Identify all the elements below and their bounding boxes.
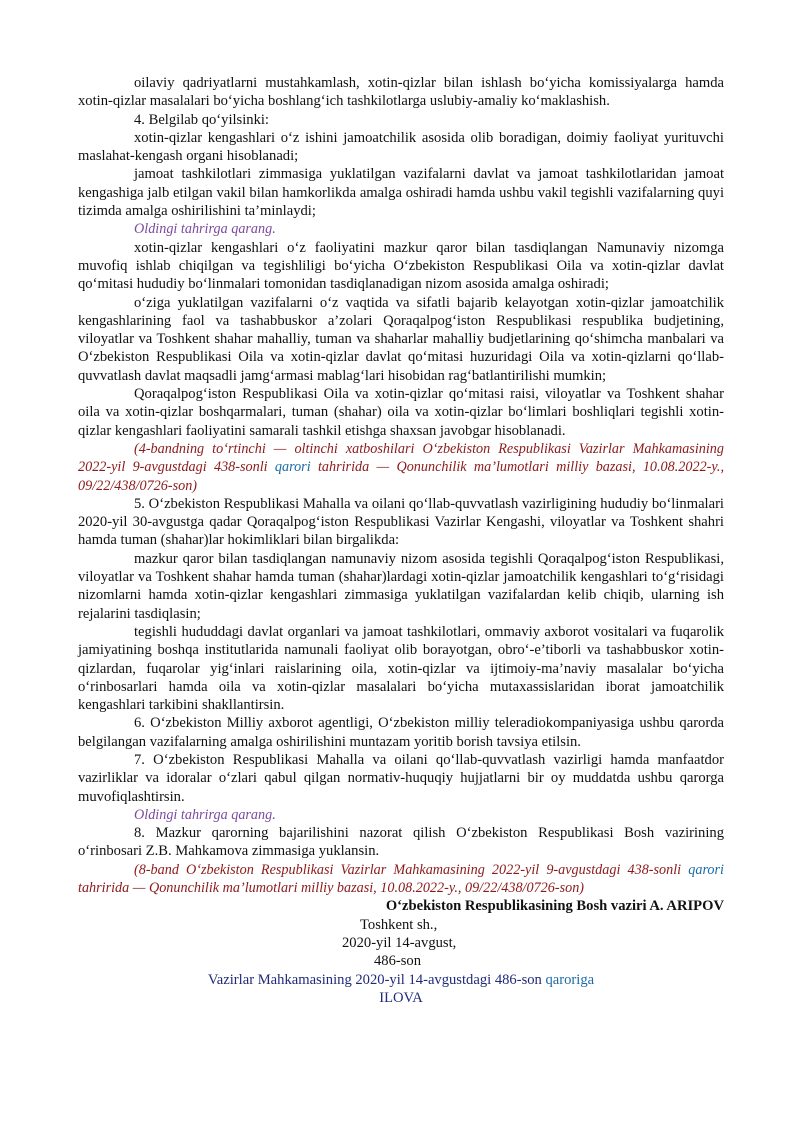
decree-link[interactable]: qarori — [688, 861, 724, 878]
previous-edition-reference — [78, 806, 724, 824]
section-heading-4: 4. Belgilab qo‘yilsinki: — [134, 111, 269, 128]
amendment-note — [78, 440, 724, 495]
amendment-note — [78, 861, 724, 898]
amendment-note-text: (4-bandning to‘rtinchi — oltinchi xatboshilari O‘zbekiston Respublikasi Vazirlar Mahkamasining 2022-yil 9-avgustdagi 438-sonli — [78, 440, 724, 476]
signature-line: O‘zbekiston Respublikasining Bosh vaziri A. ARIPOV — [385, 898, 724, 915]
amendment-note-text: tahririda — Qonunchilik ma’lumotlari milliy bazasi, 10.08.2022-y., 09/22/438/0726-son) — [78, 880, 585, 897]
paragraph: 5. O‘zbekiston Respublikasi Mahalla va oilani qo‘llab-quvvatlash vazirligining hududiy bo‘linmalari 2020-yil 30-avgustga qadar Qoraqalpog‘iston Respublikasi Vazirlar Kengashi, viloyatlar va Toshkent shahri hamda tuman (shahar)lar hokimliklari bilan birgalikda: — [78, 495, 724, 549]
paragraph: o‘ziga yuklatilgan vazifalarni o‘z vaqtida va sifatli bajarib kelayotgan xotin-qizlar jamoatchilik kengashlarining faol va tashabbuskor a’zolari Qoraqalpog‘iston Respublikasi respublika budjetining, viloyatlar va Toshkent shahar mahalliy, tuman va shaharlar mahalliy budjetlarining qo‘shimcha manbalari va O‘zbekiston Respublikasi Oila va xotin-qizlar davlat qo‘mitasi huzuridagi Oila va xotin-qizlarni qo‘llab-quvvatlash davlat maqsadli jamg‘armasi mablag‘lari hisobidan rag‘batlantirilishi mumkin; — [78, 294, 724, 384]
previous-edition-link[interactable]: Oldingi — [134, 221, 178, 238]
paragraph: xotin-qizlar kengashlari o‘z faoliyatini mazkur qaror bilan tasdiqlangan Namunaviy nizomga muvofiq ishlab chiqilgan va tegishliligi bo‘yicha O‘zbekiston Respublikasi Oila va xotin-qizlar davlat qo‘mitasi hududiy bo‘linmalari tomonidan tasdiqlanadigan nizom asosida amalga oshiradi; — [78, 239, 724, 293]
paragraph: mazkur qaror bilan tasdiqlangan namunaviy nizom asosida tegishli Qoraqalpog‘iston Respublikasi, viloyatlar va Toshkent shahar hamda tuman (shahar)lardagi xotin-qizlar jamoatchilik kengashlari to‘g‘risidagi nizomlarni hamda xotin-qizlar kengashlari zimmasiga yuklatilgan vazifalardan kelib chiqib, ularning ish rejalarini tasdiqlasin; — [78, 550, 724, 622]
paragraph: jamoat tashkilotlari zimmasiga yuklatilgan vazifalarni davlat va jamoat tashkilotlaridan jamoat kengashiga jalb etilgan vakil bilan hamkorlikda amalga oshiradi hamda ushbu vakil tegishli vazifalarning quyi tizimda amalga oshirilishini ta’minlaydi; — [78, 166, 724, 220]
paragraph: 6. O‘zbekiston Milliy axborot agentligi, O‘zbekiston milliy teleradiokompaniyasiga ushbu qarorda belgilangan vazifalarning amalga oshirilishini muntazam yoritib borish tavsiya etilsin. — [78, 715, 724, 750]
annex-label: ILOVA — [379, 989, 423, 1006]
paragraph: 7. O‘zbekiston Respublikasi Mahalla va oilani qo‘llab-quvvatlash vazirligi hamda manfaatdor vazirliklar va idoralar o‘zlari qabul qilgan normativ-huquqiy hujjatlarni bir oy muddatda ushbu qarorga muvofiqlashtirsin. — [78, 751, 724, 805]
signature-date: 2020-yil 14-avgust, — [342, 934, 457, 951]
previous-edition-link-2[interactable]: tahrirga qarang. — [180, 221, 276, 238]
signature-city: Toshkent sh., — [360, 916, 438, 933]
annex-reference — [78, 971, 724, 989]
decree-link[interactable]: qaroriga — [545, 971, 595, 988]
paragraph: xotin-qizlar kengashlari o‘z ishini jamoatchilik asosida olib boradigan, doimiy faoliyat yurituvchi maslahat-kengash organi hisoblanadi; — [78, 129, 724, 165]
previous-edition-link[interactable]: Oldingi — [134, 806, 178, 823]
paragraph: tegishli hududdagi davlat organlari va jamoat tashkilotlari, ommaviy axborot vositalari va fuqarolik jamiyatining boshqa institutlarida namunali faoliyat olib borayotgan, obro‘-e’tiborli va tashabbuskor xotin-qizlardan, fuqarolar yig‘inlari raislarining oila, xotin-qizlar va ijtimoiy-ma’naviy masalalar bo‘yicha o‘rinbosarlari hamda oila va xotin-qizlar masalalari bo‘yicha mutaxassislaridan iborat jamoatchilik kengashlari tarkibini shakllantirsin. — [78, 623, 724, 714]
paragraph: oilaviy qadriyatlarni mustahkamlash, xotin-qizlar bilan ishlash bo‘yicha komissiyalarga hamda xotin-qizlar masalalari bo‘yicha boshlang‘ich tashkilotlarga uslubiy-amaliy ko‘maklashish. — [78, 75, 724, 110]
previous-edition-reference — [78, 220, 724, 238]
annex-reference-text: Vazirlar Mahkamasining 2020-yil 14-avgustdagi 486-son — [207, 971, 546, 988]
paragraph: 8. Mazkur qarorning bajarilishini nazorat qilish O‘zbekiston Respublikasi Bosh vazirining o‘rinbosari Z.B. Mahkamova zimmasiga yuklansin. — [78, 825, 724, 860]
signature-number: 486-son — [374, 953, 422, 970]
previous-edition-link-2[interactable]: tahrirga qarang. — [180, 806, 276, 823]
decree-link[interactable]: qarori — [274, 459, 311, 476]
amendment-note-text: tahririda — Qonunchilik ma’lumotlari milliy bazasi, 10.08.2022-y., 09/22/438/0726-son) — [78, 459, 725, 494]
amendment-note-text: (8-band O‘zbekiston Respublikasi Vazirlar Mahkamasining 2022-yil 9-avgustdagi 438-sonli — [134, 861, 689, 878]
paragraph: Qoraqalpog‘iston Respublikasi Oila va xotin-qizlar qo‘mitasi raisi, viloyatlar va Toshkent shahar oila va xotin-qizlar boshqarmalari, tuman (shahar) oila va xotin-qizlar bo‘limlari boshliqlari tegishli xotin-qizlar kengashlari faoliyatini samarali tashkil etishga shaxsan javobgar hisoblanadi. — [78, 386, 724, 439]
